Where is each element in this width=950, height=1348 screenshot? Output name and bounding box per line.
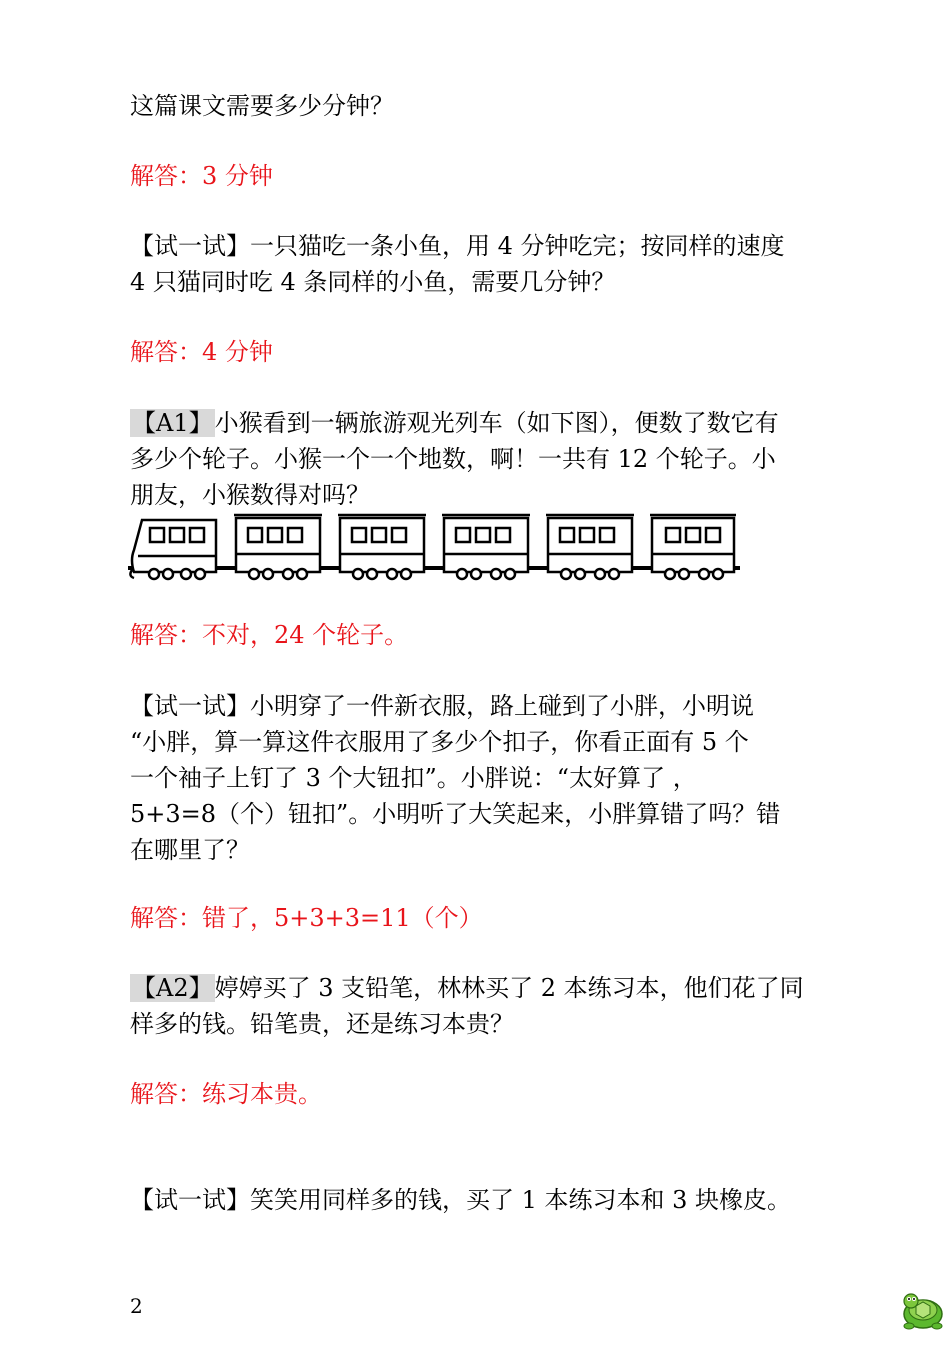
try-text: 5+3=8（个）钮扣”。小明听了大笑起来，小胖算错了吗？错 xyxy=(130,800,781,828)
question-text: 样多的钱。铅笔贵，还是练习本贵？ xyxy=(130,1010,514,1038)
question-paragraph-a2 xyxy=(130,970,830,1006)
try-text: “小胖，算一算这件衣服用了多少个扣子，你看正面有 5 个 xyxy=(130,728,749,756)
try-paragraph-3 xyxy=(130,1182,830,1218)
page-number: 2 xyxy=(130,1294,143,1318)
question-text: 朋友，小猴数得对吗？ xyxy=(130,481,370,509)
question-text: 婷婷买了 3 支铅笔，林林买了 2 本练习本，他们花了同 xyxy=(214,974,804,1002)
answer-text: 解答：不对，24 个轮子。 xyxy=(130,621,409,649)
train-car-4 xyxy=(442,515,530,579)
try-text: 4 只猫同时吃 4 条同样的小鱼，需要几分钟？ xyxy=(130,268,616,296)
try-tag: 【试一试】 xyxy=(130,692,250,720)
train-car-1 xyxy=(130,520,216,579)
try-text: 在哪里了？ xyxy=(130,836,250,864)
question-text: 小猴看到一辆旅游观光列车（如下图），便数了数它有 xyxy=(214,409,779,437)
turtle-icon xyxy=(900,1288,946,1332)
try-tag: 【试一试】 xyxy=(130,1186,250,1214)
train-car-6 xyxy=(650,515,736,579)
try-tag: 【试一试】 xyxy=(130,232,250,260)
try-text: 小明穿了一件新衣服，路上碰到了小胖，小明说 xyxy=(250,692,754,720)
train-car-3 xyxy=(338,515,426,579)
answer-text: 解答：3 分钟 xyxy=(130,162,273,190)
question-text: 多少个轮子。小猴一个一个地数，啊！一共有 12 个轮子。小 xyxy=(130,445,776,473)
try-text: 一个袖子上钉了 3 个大钮扣”。小胖说：“太好算了 ， xyxy=(130,764,697,792)
train-car-2 xyxy=(234,515,322,579)
question-paragraph-a1 xyxy=(130,405,830,441)
train-figure xyxy=(128,510,740,586)
question-tag-a2: 【A2】 xyxy=(132,974,213,1002)
train-car-5 xyxy=(546,515,634,579)
answer-text: 解答：4 分钟 xyxy=(130,338,273,366)
try-paragraph-1 xyxy=(130,228,830,264)
try-paragraph-2 xyxy=(130,688,830,724)
answer-text: 解答：错了，5+3+3=11（个） xyxy=(130,904,483,932)
try-text: 笑笑用同样多的钱，买了 1 本练习本和 3 块橡皮。 xyxy=(250,1186,792,1214)
answer-text: 解答：练习本贵。 xyxy=(130,1080,322,1108)
question-tag-a1: 【A1】 xyxy=(132,409,213,437)
question-text: 这篇课文需要多少分钟？ xyxy=(130,92,394,120)
try-text: 一只猫吃一条小鱼，用 4 分钟吃完；按同样的速度 xyxy=(250,232,785,260)
